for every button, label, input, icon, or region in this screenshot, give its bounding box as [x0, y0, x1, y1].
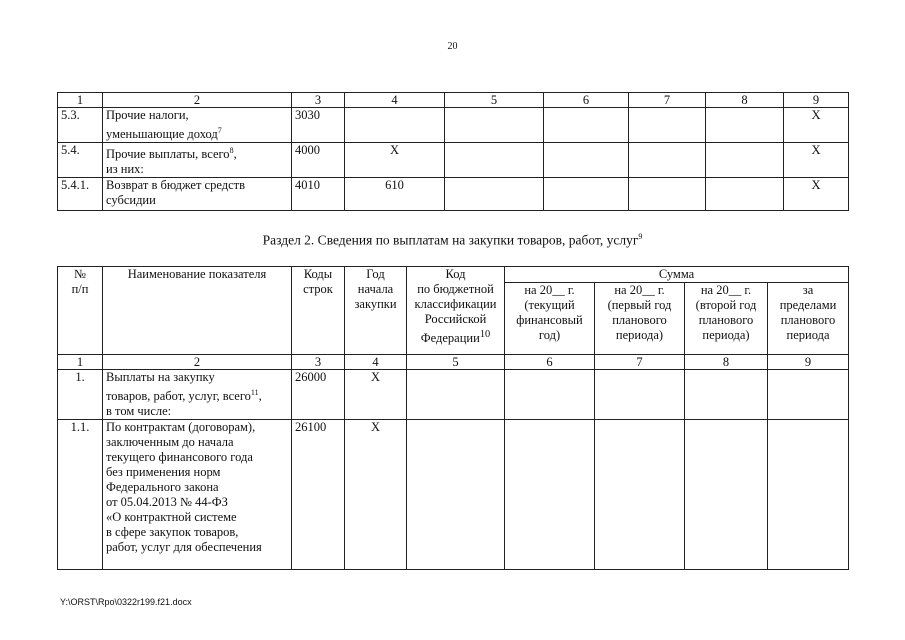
row-code: 26000	[292, 370, 345, 420]
footnote-ref: 11	[250, 388, 259, 397]
cell	[706, 143, 784, 178]
header-sum-col: на 20__ г. (второй год планового периода)	[685, 283, 768, 355]
column-number: 9	[768, 355, 849, 370]
row-number: 5.4.1.	[58, 178, 103, 211]
row-name	[103, 420, 292, 570]
cell	[685, 420, 768, 570]
header-sum-col: на 20__ г. (текущий финансовый год)	[505, 283, 595, 355]
header-sum-col: за пределами планового периода	[768, 283, 849, 355]
page-number: 20	[447, 41, 458, 52]
column-number: 5	[445, 93, 544, 108]
header-num: № п/п	[58, 267, 103, 355]
cell-col4: X	[345, 143, 445, 178]
row-code: 4010	[292, 178, 345, 211]
column-number: 5	[407, 355, 505, 370]
row-code: 4000	[292, 143, 345, 178]
cell	[445, 178, 544, 211]
header-sum-col: на 20__ г. (первый год планового периода)	[595, 283, 685, 355]
row-name-line: в том числе:	[106, 404, 172, 419]
row-name-line: Прочие выплаты, всего	[106, 147, 230, 162]
row-year: X	[345, 370, 407, 420]
table-row	[58, 178, 849, 211]
footnote-ref: 8	[229, 146, 234, 156]
row-name	[103, 108, 292, 143]
header-year: Год начала закупки	[345, 267, 407, 355]
cell	[505, 370, 595, 420]
cell	[768, 420, 849, 570]
section-title-text: Раздел 2. Сведения по выплатам на закупки товаров, работ, услуг	[262, 232, 639, 248]
row-name-line: текущего финансового года	[106, 450, 253, 465]
cell	[595, 420, 685, 570]
column-number: 2	[103, 93, 292, 108]
footnote-ref: 7	[217, 126, 222, 135]
cell	[544, 178, 629, 211]
column-number: 1	[58, 93, 103, 108]
cell-col4	[345, 108, 445, 143]
row-name-line: из них:	[106, 162, 144, 177]
cell	[407, 370, 505, 420]
row-name-line: Возврат в бюджет средств	[106, 178, 246, 193]
column-number: 9	[784, 93, 849, 108]
row-name-line: без применения норм	[106, 465, 221, 480]
cell	[445, 143, 544, 178]
row-name-line: в сфере закупок товаров,	[106, 525, 239, 540]
row-code: 3030	[292, 108, 345, 143]
column-number: 7	[595, 355, 685, 370]
column-number: 8	[706, 93, 784, 108]
row-name-line: заключенным до начала	[106, 435, 234, 450]
row-name-line: Выплаты на закупку	[106, 370, 215, 384]
cell	[685, 370, 768, 420]
footnote-ref: 10	[479, 329, 491, 340]
row-year: X	[345, 420, 407, 570]
cell	[505, 420, 595, 570]
cell	[544, 143, 629, 178]
section-title	[0, 232, 905, 249]
row-name-line: субсидии	[106, 193, 156, 208]
cell	[768, 370, 849, 420]
cell-col9: X	[784, 108, 849, 143]
column-number: 3	[292, 93, 345, 108]
cell	[706, 178, 784, 211]
row-name-line: от 05.04.2013 № 44-ФЗ	[106, 495, 228, 510]
header-sum: Сумма	[505, 267, 849, 283]
file-path-footer: Y:\ORST\Rpo\0322r199.f21.docx	[60, 597, 192, 607]
cell-col9: X	[784, 143, 849, 178]
header-name: Наименование показателя	[103, 267, 292, 355]
row-name-line: уменьшающие доход	[106, 127, 218, 142]
cell	[544, 108, 629, 143]
column-number: 7	[629, 93, 706, 108]
table-row	[58, 370, 849, 420]
column-number-row	[58, 355, 849, 370]
row-name-line: «О контрактной системе	[106, 510, 237, 525]
table-row	[58, 420, 849, 570]
column-number: 2	[103, 355, 292, 370]
row-number: 5.4.	[58, 143, 103, 178]
cell-col4: 610	[345, 178, 445, 211]
row-name-line: товаров, работ, услуг, всего	[106, 389, 251, 404]
column-number: 4	[345, 355, 407, 370]
row-number: 1.1.	[58, 420, 103, 570]
cell	[629, 143, 706, 178]
row-name-line: Прочие налоги,	[106, 108, 189, 122]
header-kbk: Код по бюджетной классификации Российской Федерации$^{10}$	[407, 267, 505, 355]
column-number: 6	[505, 355, 595, 370]
cell-col9: X	[784, 178, 849, 211]
cell	[595, 370, 685, 420]
row-name: Выплаты на закупку товаров, работ, услуг, всего$^{11}$, в том числе:	[103, 370, 292, 420]
table-row	[58, 143, 849, 178]
cell	[445, 108, 544, 143]
cell	[706, 108, 784, 143]
row-code: 26100	[292, 420, 345, 570]
continuation-table	[57, 92, 849, 211]
footnote-ref: 9	[638, 232, 643, 241]
column-number-row	[58, 93, 849, 108]
header-row	[58, 267, 849, 283]
row-name-line: Федерального закона	[106, 480, 219, 495]
column-number: 6	[544, 93, 629, 108]
row-name: Прочие выплаты, всего$^8$, из них:	[103, 143, 292, 178]
cell	[407, 420, 505, 570]
column-number: 8	[685, 355, 768, 370]
row-number: 5.3.	[58, 108, 103, 143]
cell	[629, 108, 706, 143]
row-name-line: По контрактам (договорам),	[106, 420, 256, 435]
table-row	[58, 108, 849, 143]
purchases-table	[57, 266, 849, 570]
column-number: 3	[292, 355, 345, 370]
header-codes: Коды строк	[292, 267, 345, 355]
row-number: 1.	[58, 370, 103, 420]
column-number: 1	[58, 355, 103, 370]
row-name-line: работ, услуг для обеспечения	[106, 540, 262, 555]
row-name	[103, 178, 292, 211]
cell	[629, 178, 706, 211]
column-number: 4	[345, 93, 445, 108]
